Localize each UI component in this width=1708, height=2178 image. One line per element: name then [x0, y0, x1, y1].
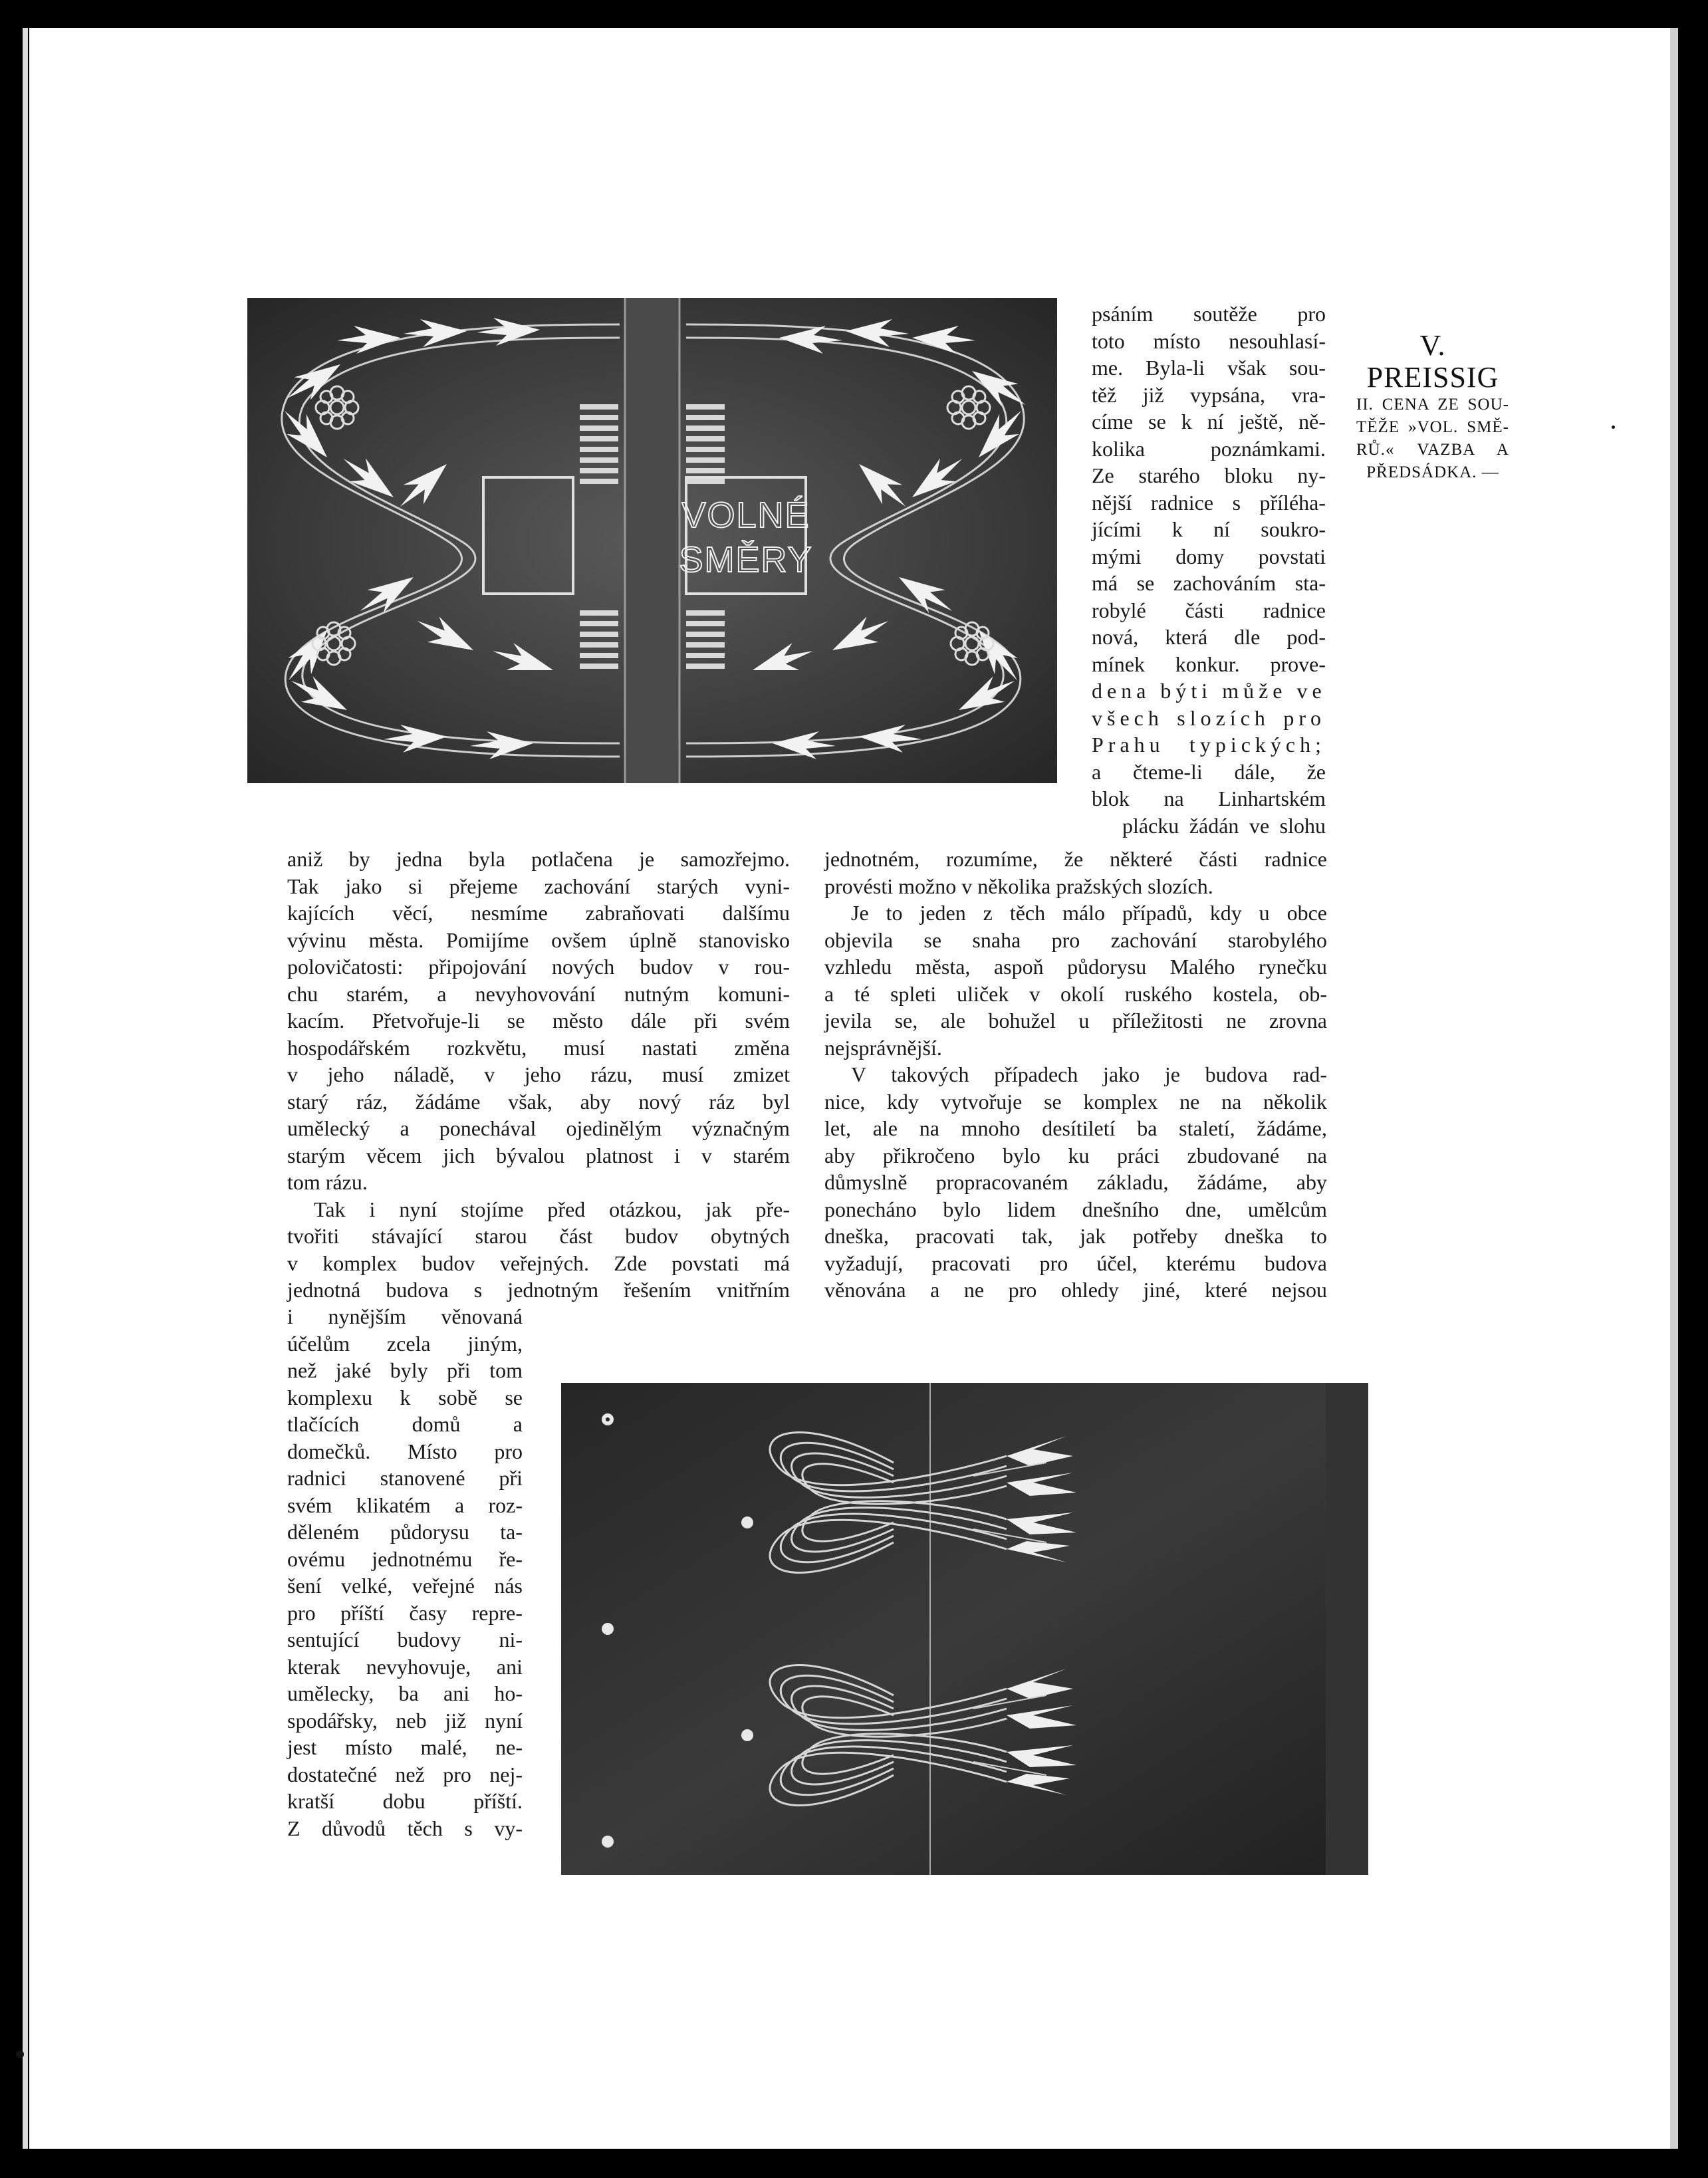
text-line: sentující budovy ni-	[287, 1628, 523, 1651]
margin-mark	[1612, 425, 1615, 429]
margin-mark	[16, 2050, 24, 2058]
text-line: chu starém, a nevyhovování nutným komuni-	[287, 981, 790, 1006]
text-line: kajících věcí, nesmíme zabraňovati dalšímu	[287, 901, 790, 925]
text-line: tvořiti stávající starou část budov obytných	[287, 1224, 790, 1248]
text-line: dena býti může ve	[1092, 679, 1326, 703]
right-column-top	[1092, 301, 1326, 839]
text-line: kterak nevyhovuje, ani	[287, 1654, 523, 1679]
caption-line: RŮ.« VAZBA A	[1356, 441, 1509, 459]
text-line: a čteme-li dále, že	[1092, 759, 1326, 784]
text-line: dneška, pracovati tak, jak potřeby dneška to	[824, 1224, 1327, 1248]
text-line: jest místo malé, ne-	[287, 1735, 523, 1759]
text-line: jednotná budova s jednotným řešením vnitřním	[287, 1278, 790, 1302]
text-line: aby přikročeno bylo ku práci zbudované na	[824, 1143, 1327, 1167]
text-line: těž již vypsána, vra-	[1092, 382, 1326, 407]
text-line: kacím. Přetvořuje-li se město dále při svém	[287, 1009, 790, 1032]
text-line: toto místo nesouhlasí-	[1092, 328, 1326, 353]
text-line: ponecháno bylo lidem dnešního dne, umělcům	[824, 1197, 1327, 1221]
text-line: šení velké, veřejné nás	[287, 1574, 523, 1598]
text-line: aniž by jedna byla potlačena je samozřejmo.	[287, 847, 790, 871]
text-line: polovičatosti: připojování nových budov v rou-	[287, 955, 790, 979]
text-line: děleném půdorysu ta-	[287, 1520, 523, 1544]
text-line: kratší dobu příští.	[287, 1789, 523, 1813]
text-line: komplexu k sobě se	[287, 1385, 523, 1409]
text-line: svém klikatém a roz-	[287, 1493, 523, 1517]
text-line: má se zachováním sta-	[1092, 571, 1326, 595]
text-line: než jaké byly při tom	[287, 1358, 523, 1382]
text-line: Je to jeden z těch málo případů, kdy u obce	[851, 901, 1327, 925]
text-line: robylé části radnice	[1092, 598, 1326, 622]
text-line: v jeho náladě, v jeho rázu, musí zmizet	[287, 1062, 790, 1086]
text-line: Ze starého bloku ny-	[1092, 463, 1326, 487]
text-line: umělecký a ponechával ojedinělým význačným	[287, 1116, 790, 1140]
text-line: plácku žádán ve slohu	[1122, 813, 1326, 838]
caption-author: V. PREISSIG	[1366, 329, 1499, 394]
figure-caption	[1356, 330, 1509, 484]
right-column	[824, 846, 1327, 1304]
cover-title-line2: SMĚRY	[679, 540, 813, 580]
text-line: v komplex budov veřejných. Zde povstati má	[287, 1251, 790, 1275]
text-line: tom rázu.	[287, 1170, 368, 1194]
text-line: nová, která dle pod-	[1092, 625, 1326, 649]
text-line: spodářsky, neb již nyní	[287, 1708, 523, 1733]
text-line: všech slozích pro	[1092, 705, 1326, 730]
text-line: címe se k ní ještě, ně-	[1092, 410, 1326, 433]
binding-illustration	[247, 298, 1057, 783]
text-line: blok na Linhartském	[1092, 786, 1326, 810]
text-line: jevila se, ale bohužel u příležitosti ne zrovna	[824, 1009, 1327, 1032]
text-line: provésti možno v několika pražských slozích.	[824, 874, 1213, 898]
text-line: i nynějším věnovaná	[287, 1304, 523, 1328]
text-line: vzhledu města, aspoň půdorysu Malého rynečku	[824, 955, 1327, 979]
text-line: důmyslně propracovaném základu, žádáme, aby	[824, 1170, 1327, 1194]
endpaper-illustration	[561, 1383, 1368, 1875]
text-line: hospodářském rozkvětu, musí nastati změna	[287, 1035, 790, 1060]
text-line: nější radnice s příléha-	[1092, 490, 1326, 515]
text-line: mínek konkur. prove-	[1092, 652, 1326, 676]
caption-line: TĚŽE »VOL. SMĚ-	[1356, 418, 1509, 436]
text-line: věnována a ne pro ohledy jiné, které nejsou	[824, 1278, 1327, 1302]
left-narrow-column	[287, 1303, 523, 1842]
text-line: domečků. Místo pro	[287, 1439, 523, 1463]
text-line: radnici stanovené při	[287, 1466, 523, 1490]
text-line: starým věcem jich bývalou platnost i v starém	[287, 1143, 790, 1167]
plate-endpaper	[561, 1383, 1368, 1875]
text-line: a té spleti uliček v okolí ruského kostela, ob-	[824, 981, 1327, 1006]
text-line: V takových případech jako je budova rad-	[851, 1062, 1327, 1086]
text-line: vývinu města. Pomijíme ovšem úplně stanovisko	[287, 927, 790, 952]
text-line: pro příští časy repre-	[287, 1600, 523, 1625]
text-line: Prahu typických;	[1092, 733, 1326, 757]
caption-line: PŘEDSÁDKA. —	[1366, 463, 1499, 481]
text-line: nejsprávnější.	[824, 1035, 942, 1060]
text-line: nice, kdy vytvořuje se komplex ne na několik	[824, 1089, 1327, 1114]
text-line: kolika poznámkami.	[1092, 436, 1326, 461]
page-edge	[23, 28, 28, 2149]
text-line: jednotném, rozumíme, že některé části radnice	[824, 847, 1327, 871]
text-line: me. Byla-li však sou-	[1092, 356, 1326, 380]
text-line: mými domy povstati	[1092, 544, 1326, 568]
text-line: dostatečné než pro nej-	[287, 1762, 523, 1786]
text-line: Tak i nyní stojíme před otázkou, jak pře-	[314, 1197, 790, 1221]
text-line: Tak jako si přejeme zachování starých vyni-	[287, 874, 790, 898]
plate-book-binding	[247, 298, 1057, 783]
text-line: ovému jednotnému ře-	[287, 1546, 523, 1571]
text-line: objevila se snaha pro zachování starobylého	[824, 927, 1327, 952]
text-line: jícími k ní soukro-	[1092, 517, 1326, 541]
cover-title-line1: VOLNÉ	[681, 495, 810, 535]
text-line: starý ráz, žádáme však, aby nový ráz byl	[287, 1089, 790, 1114]
text-line: účelům zcela jiným,	[287, 1331, 523, 1356]
text-line: psáním soutěže pro	[1092, 302, 1326, 326]
text-line: tlačících domů a	[287, 1412, 523, 1436]
text-line: Z důvodů těch s vy-	[287, 1816, 523, 1840]
text-line: umělecky, ba ani ho-	[287, 1681, 523, 1705]
caption-line: II. CENA ZE SOU-	[1356, 396, 1509, 414]
text-line: vyžadují, pracovati pro účel, kterému budova	[824, 1251, 1327, 1275]
left-column	[287, 846, 790, 1304]
text-line: let, ale na mnoho desítiletí ba staletí, žádáme,	[824, 1116, 1327, 1140]
